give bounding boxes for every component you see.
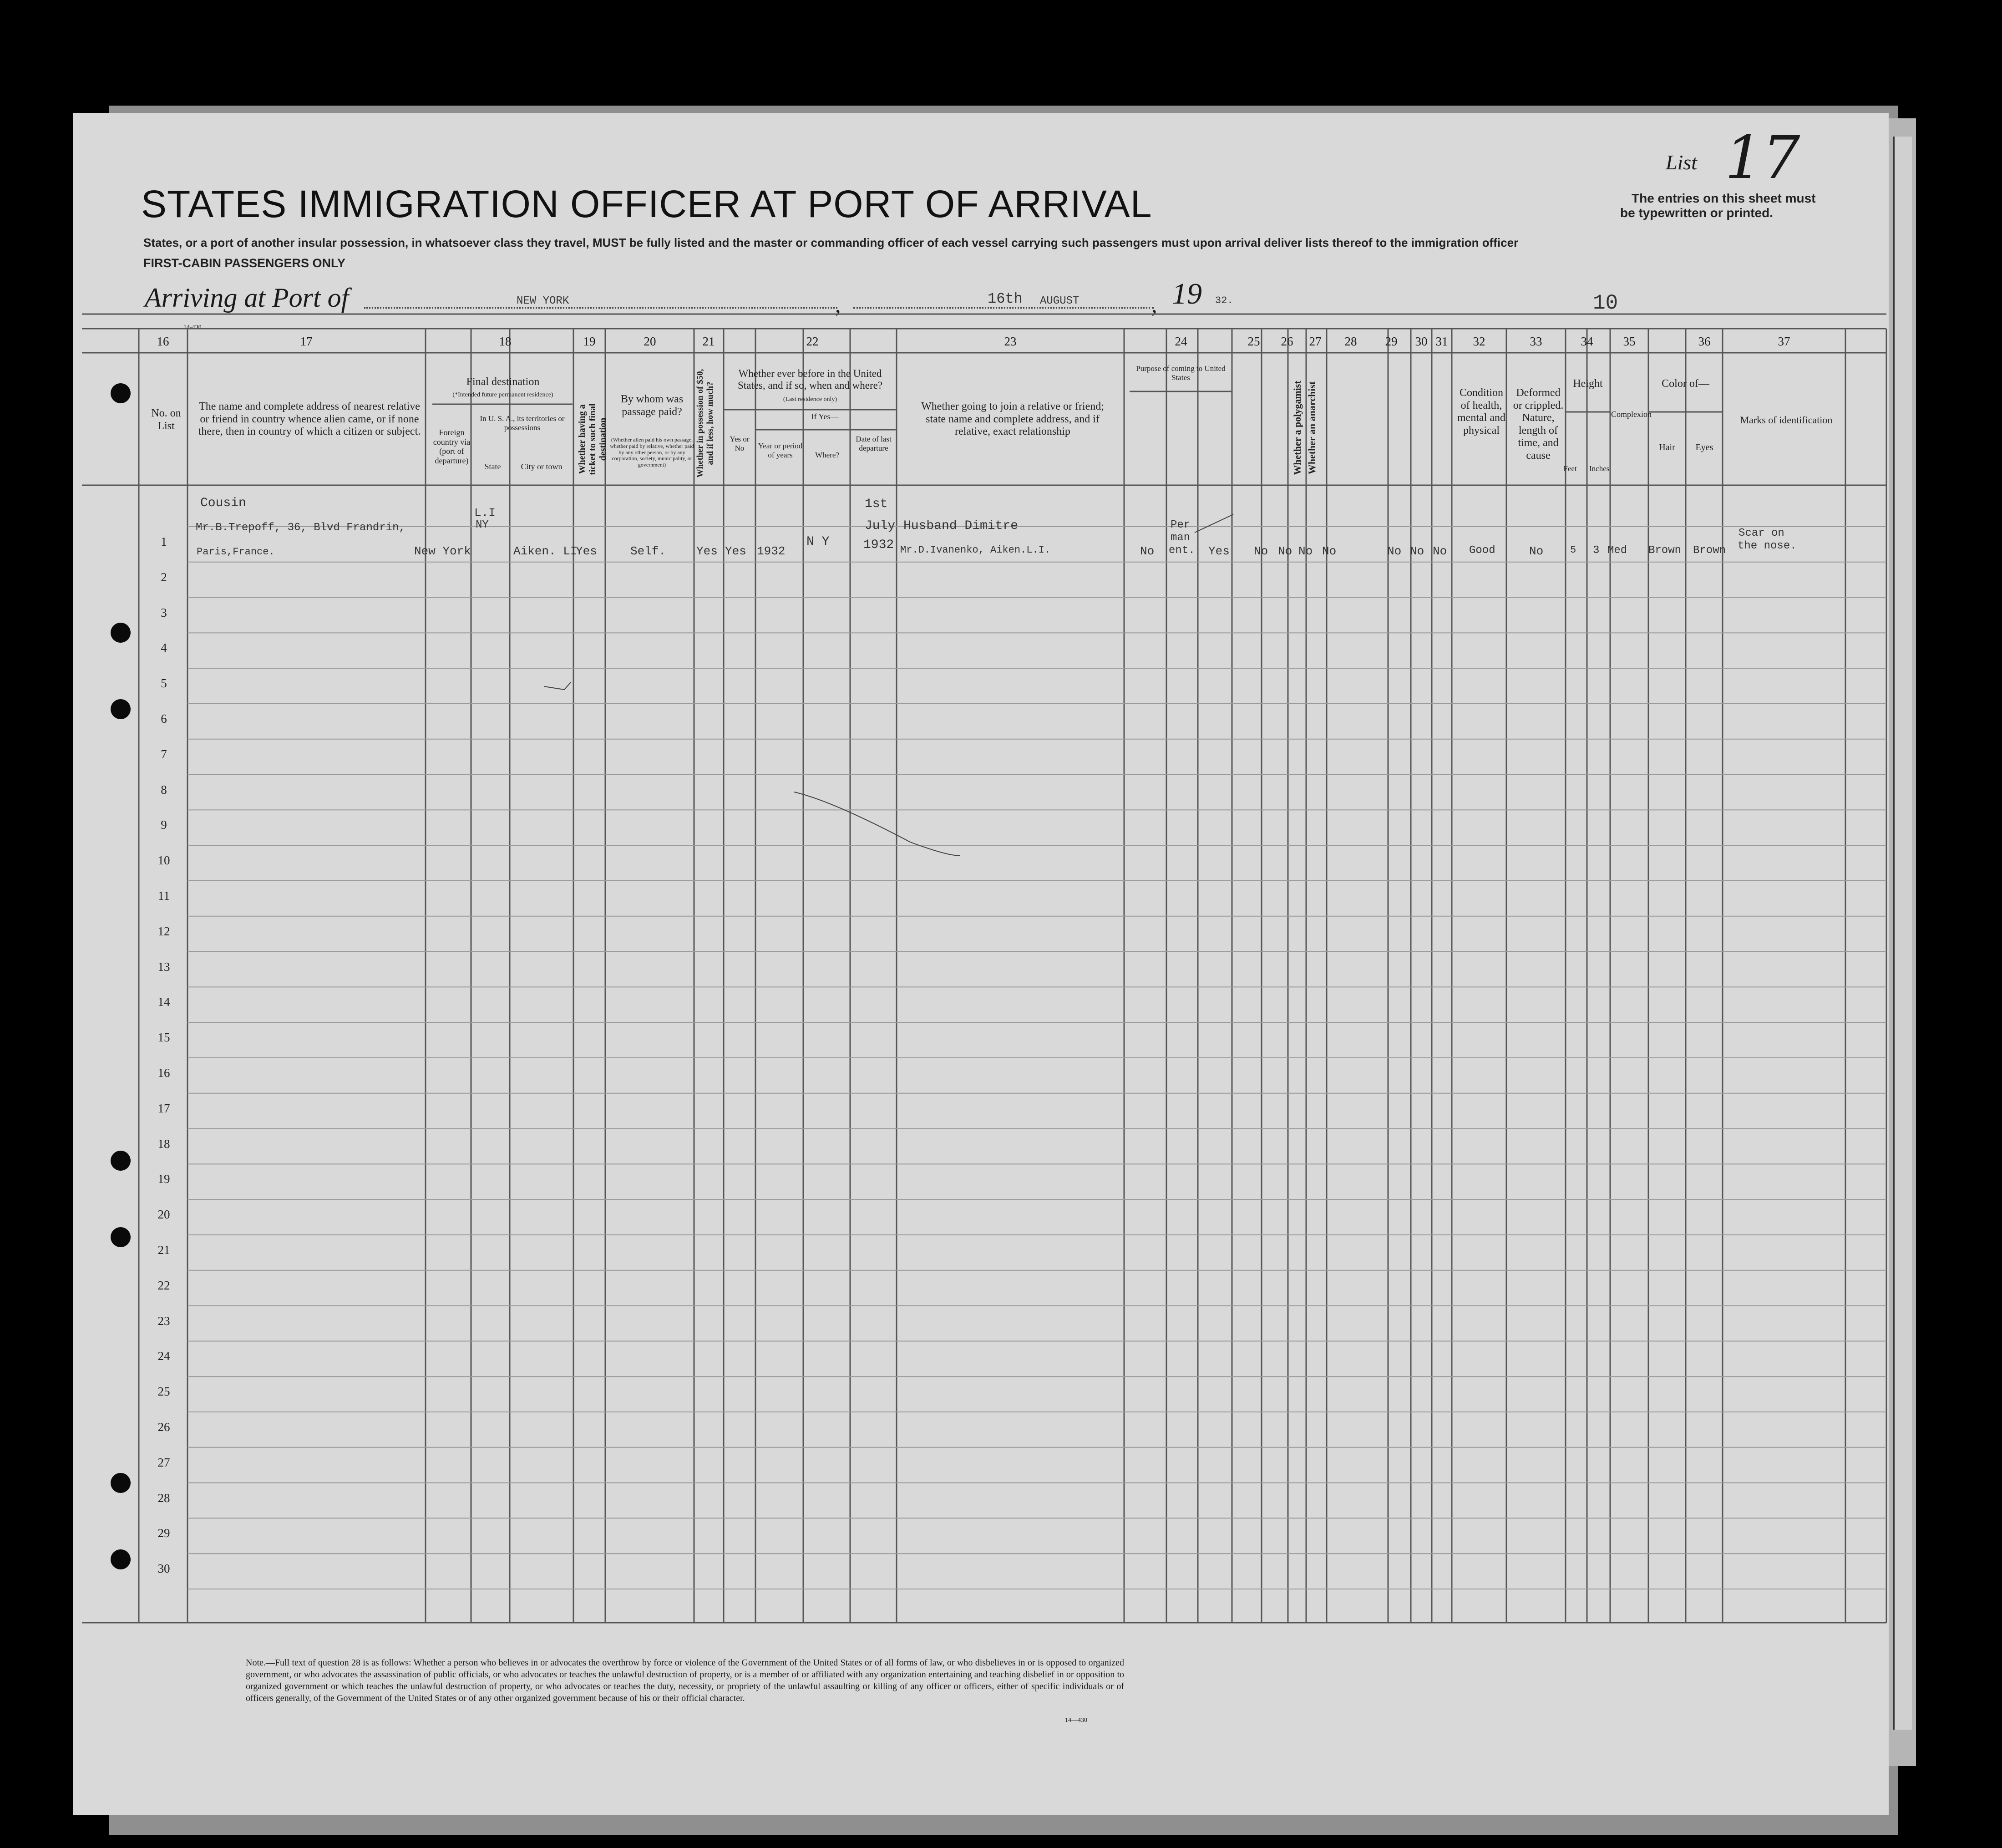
column-number: 25: [1247, 335, 1260, 348]
class-line: FIRST-CABIN PASSENGERS ONLY: [143, 256, 346, 270]
entry-hair: Brown: [1648, 544, 1682, 557]
col32-header: Condition of health, mental and physical: [1457, 387, 1505, 437]
col22-note: (Last residence only): [783, 396, 837, 403]
col19-header: Whether having a ticket to such final destination: [577, 403, 608, 475]
row-number: 14: [157, 995, 170, 1009]
entry-last-departure-3: 1932: [863, 538, 894, 552]
row-number: 15: [157, 1031, 170, 1045]
entry-q29: No: [1387, 544, 1402, 558]
row-number: 27: [157, 1455, 170, 1469]
col22-last-departure: Date of last departure: [856, 435, 892, 452]
entry-inches: 3: [1593, 544, 1600, 557]
year-prefix: 19: [1172, 277, 1202, 310]
entry-year: 1932: [757, 544, 786, 558]
list-label: List: [1666, 151, 1698, 174]
row-number: 3: [161, 605, 167, 619]
entry-relative-line1: Mr.B.Trepoff, 36, Blvd Frandrin,: [196, 522, 405, 534]
col23-header: Whether going to join a relative or friend; state name and complete address, and if relative, exact relationship: [921, 401, 1104, 438]
binder-hole: [111, 1549, 131, 1569]
binder-hole: [111, 1151, 131, 1171]
entry-q25: No: [1254, 544, 1268, 558]
column-number: 37: [1778, 335, 1790, 348]
col34-inches: Inches: [1589, 464, 1610, 473]
binder-hole: [111, 623, 131, 643]
entry-joining-line1: Husband Dimitre: [903, 519, 1019, 533]
entry-relative-relation: Cousin: [200, 496, 246, 510]
col36-eyes: Eyes: [1695, 442, 1713, 452]
col34-header: Height: [1573, 378, 1603, 390]
entry-purpose-b1: Per: [1171, 519, 1191, 531]
entry-purpose-b2: man: [1171, 532, 1191, 544]
col18-header: Final destination: [466, 376, 540, 388]
column-number: 23: [1004, 335, 1017, 348]
col21-header: Whether in possession of $50, and if less, how much?: [695, 369, 715, 478]
column-number: 16: [157, 335, 169, 348]
col27-header: Whether an anarchist: [1306, 381, 1318, 475]
row-number: 13: [157, 960, 170, 974]
col20-note: (Whether alien paid his own passage, whether paid by relative, whether paid by any other person, or by any corporation, society, municipality, or government): [610, 437, 694, 468]
entry-q28: No: [1322, 544, 1337, 558]
date-month: AUGUST: [1040, 295, 1080, 307]
col22-year: Year or period of years: [758, 442, 803, 459]
column-number: 32: [1473, 335, 1485, 348]
entry-passage-paid-by: Self.: [630, 544, 666, 558]
row-number: 9: [161, 818, 167, 832]
entry-complexion: Med: [1607, 544, 1627, 557]
row-number: 29: [157, 1526, 170, 1540]
entry-ticket: Yes: [576, 544, 597, 558]
column-number: 20: [644, 335, 656, 348]
entry-marks-2: the nose.: [1738, 540, 1797, 552]
column-number: 28: [1344, 335, 1357, 348]
col26-header: Whether a polygamist: [1292, 381, 1303, 475]
column-number: 26: [1281, 335, 1293, 348]
column-number: 35: [1623, 335, 1636, 348]
col36-hair: Hair: [1659, 442, 1675, 452]
entry-feet: 5: [1570, 544, 1576, 556]
col18-state: State: [484, 462, 501, 471]
row-number: 11: [158, 889, 170, 903]
entry-possession-50: Yes: [696, 544, 718, 558]
entry-joining-line2: Mr.D.Ivanenko, Aiken.L.I.: [900, 544, 1051, 556]
row-number: 30: [157, 1562, 170, 1576]
col24-header: Purpose of coming to United States: [1136, 364, 1226, 382]
column-number: 27: [1309, 335, 1322, 348]
instructions-note-1: The entries on this sheet must: [1632, 191, 1816, 205]
col35-header: Complexion: [1611, 410, 1652, 419]
row-number: 17: [157, 1101, 170, 1115]
port-value: NEW YORK: [517, 295, 569, 307]
binder-hole: [111, 699, 131, 719]
form-code: 14-430: [183, 324, 202, 331]
col34-feet: Feet: [1563, 464, 1577, 473]
row-number: 19: [157, 1172, 170, 1186]
entry-city: Aiken. LI: [513, 544, 578, 558]
column-number: 30: [1415, 335, 1428, 348]
row-number: 20: [157, 1208, 170, 1222]
col18-city: City or town: [521, 462, 563, 471]
arriving-label: Arriving at Port of: [145, 283, 349, 313]
comma-2: ,: [1151, 292, 1157, 317]
row-number: 26: [157, 1420, 170, 1434]
col36-header: Color of—: [1662, 378, 1709, 390]
row-number: 6: [161, 712, 167, 726]
row-number: 1: [161, 535, 167, 548]
row-number: 21: [157, 1243, 170, 1257]
entry-eyes: Brown: [1693, 544, 1726, 557]
entry-q30: No: [1410, 544, 1424, 558]
column-number: 18: [499, 335, 512, 348]
row-number: 5: [161, 676, 167, 690]
row-number: 4: [161, 641, 167, 655]
entry-foreign-country: New York: [414, 544, 471, 558]
column-number: 29: [1385, 335, 1398, 348]
entry-purpose-a: No: [1140, 544, 1155, 558]
column-number: 17: [300, 335, 313, 348]
footnote-text: Note.—Full text of question 28 is as follows: Whether a person who believes in or advocates the overthrow by force or violence of the Government of the United States or of all forms of law, or who disbelieves in or is opposed to organized government, or who advocates the assassination of public officials, or who advocates or teaches the unlawful destruction of property, or is a member of or affiliated with any organization entertaining and teaching disbelief in or opposition to organized government or which teaches the unlawful destruction of property, or who advocates or teaches the duty, necessity, or propriety of the unlawful assaulting or killing of any officer or officers, either of specific individuals or of officers generally, of the Government of the United States or of any other organized government because of his or their official character.: [246, 1658, 1124, 1703]
binder-hole: [111, 1227, 131, 1247]
row-number: 24: [157, 1349, 170, 1363]
binder-hole: [111, 1473, 131, 1493]
entry-state-annot-1: L.I: [474, 506, 496, 520]
entry-relative-line2: Paris,France.: [197, 546, 275, 558]
column-number: 19: [583, 335, 596, 348]
row-number: 8: [161, 782, 167, 797]
page-subtitle: States, or a port of another insular possession, in whatsoever class they travel, MUST be fully listed and the master or commanding officer of each vessel carrying such passengers must upon arrival deliver lists thereof to the immigration officer: [143, 236, 1519, 249]
row-number: 16: [157, 1066, 170, 1080]
row-number: 10: [157, 853, 170, 868]
sheet-number: 10: [1593, 291, 1618, 315]
row-number: 25: [157, 1385, 170, 1399]
binder-hole: [111, 383, 131, 403]
col22-header: Whether ever before in the United States, and if so, when and where?: [737, 368, 883, 391]
col22-if-yes: If Yes—: [811, 412, 839, 421]
column-number: 24: [1175, 335, 1187, 348]
entry-deformed: No: [1529, 544, 1544, 558]
row-number: 28: [157, 1491, 170, 1505]
row-number: 23: [157, 1314, 170, 1328]
row-number: 22: [157, 1278, 170, 1292]
row-number: 7: [161, 747, 167, 761]
col22-where: Where?: [815, 451, 839, 459]
entry-purpose-b3: ent.: [1169, 544, 1195, 557]
entry-q27: No: [1298, 544, 1313, 558]
column-number: 21: [702, 335, 715, 348]
column-number: 34: [1581, 335, 1593, 348]
column-number: 36: [1698, 335, 1711, 348]
entry-ever-before: Yes: [725, 544, 746, 558]
row-number: 12: [157, 924, 170, 938]
entry-marks-1: Scar on: [1738, 527, 1784, 539]
entry-last-departure-1: 1st: [865, 497, 888, 511]
col33-header: Deformed or crippled. Nature, length of time, and cause: [1513, 387, 1564, 462]
list-number: 17: [1725, 123, 1800, 192]
col18-foreign: Foreign country via (port of departure): [433, 428, 471, 466]
row-number: 18: [157, 1137, 170, 1151]
entry-state-annot-2: NY: [476, 519, 489, 531]
col37-header: Marks of identification: [1740, 414, 1833, 426]
date-day: 16th: [988, 290, 1023, 307]
column-number: 22: [806, 335, 819, 348]
column-number: 33: [1530, 335, 1542, 348]
year-suffix: 32.: [1215, 295, 1233, 306]
entry-purpose-c: Yes: [1208, 544, 1230, 558]
col22-yes-no: Yes or No: [730, 435, 750, 452]
entry-health: Good: [1469, 544, 1495, 557]
row-number: 2: [161, 570, 167, 584]
col18-note: (*Intended future permanent residence): [452, 391, 553, 398]
comma-1: ,: [835, 292, 841, 317]
col16-header: No. on List: [151, 407, 181, 432]
entry-q26: No: [1278, 544, 1292, 558]
entry-q31: No: [1433, 544, 1447, 558]
col20-header: By whom was passage paid?: [620, 393, 684, 418]
column-number: 31: [1435, 335, 1448, 348]
entry-where: N Y: [806, 535, 830, 549]
footnote-code: 14—430: [1065, 1717, 1087, 1724]
instructions-note-2: be typewritten or printed.: [1620, 206, 1774, 220]
col18-usa: In U. S. A., its territories or possessions: [480, 414, 565, 432]
page-title: STATES IMMIGRATION OFFICER AT PORT OF ARRIVAL: [141, 183, 1152, 225]
entry-last-departure-2: July: [865, 519, 896, 533]
col17-header: The name and complete address of nearest relative or friend in country whence alien came, or if none there, then in country of which a citizen or subject.: [198, 401, 421, 438]
